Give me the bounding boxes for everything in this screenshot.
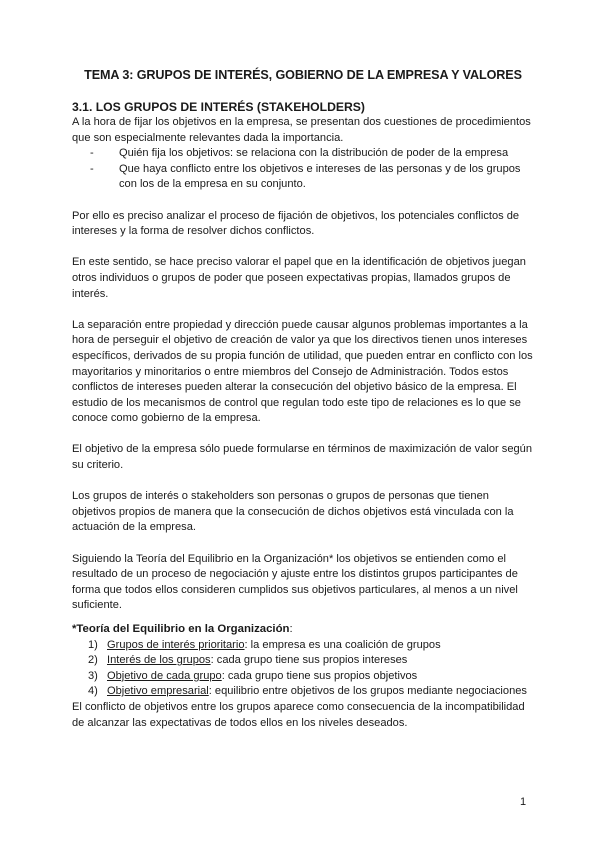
bullet-item: - Que haya conflicto entre los objetivos e intereses de las personas y de los grupos con los de la empresa en su conjunto.	[72, 162, 534, 193]
section-heading: 3.1. LOS GRUPOS DE INTERÉS (STAKEHOLDERS)	[72, 100, 365, 114]
intro-paragraph: A la hora de fijar los objetivos en la empresa, se presentan dos cuestiones de procedimientos que son especialmente relevantes dada la importancia.	[72, 116, 531, 144]
bullet-list	[72, 146, 534, 193]
page-number: 1	[520, 796, 527, 808]
document-body	[72, 115, 534, 731]
body-paragraph: En este sentido, se hace preciso valorar el papel que en la identificación de objetivos juegan otros individuos o grupos de poder que poseen expectativas propias, llamados grupos de interés.	[72, 256, 526, 300]
teoria-item: 2) Interés de los grupos: cada grupo tiene sus propios intereses	[88, 654, 408, 667]
bullet-item: - Quién fija los objetivos: se relaciona con la distribución de poder de la empresa	[72, 146, 534, 162]
body-paragraph: Siguiendo la Teoría del Equilibrio en la Organización* los objetivos se entienden como el resultado de un proceso de negociación y ajuste entre los distintos grupos participantes de forma que todos ellos consideren cumplidos sus objetivos particulares, al menos a un nivel suficiente.	[72, 552, 518, 612]
teoria-item: 3) Objetivo de cada grupo: cada grupo tiene sus propios objetivos	[88, 669, 418, 682]
body-paragraph: El objetivo de la empresa sólo puede formularse en términos de maximización de valor según su criterio.	[72, 443, 533, 472]
body-paragraph: La separación entre propiedad y dirección puede causar algunos problemas importantes a la hora de perseguir el objetivo de creación de valor ya que los directivos tienen unos intereses específicos, derivados de su propia función de utilidad, que pueden entrar en conflicto con los mayoritarios y minoritarios o entre miembros del Consejo de Administración. Todos estos conflictos de intereses pueden alterar la consecución del objetivo básico de la empresa. El estudio de los mecanismos de control que regulan todo este tipo de relaciones es lo que se conoce como gobierno de la empresa.	[72, 318, 533, 425]
body-paragraph: Los grupos de interés o stakeholders son personas o grupos de personas que tienen objetivos propios de manera que la consecución de dichos objetivos está vinculada con la actuación de la empresa.	[72, 490, 514, 534]
teoria-term: Interés de los grupos	[107, 654, 211, 667]
teoria-item: 4) Objetivo empresarial: equilibrio entre objetivos de los grupos mediante negociaciones	[88, 685, 527, 698]
closing-paragraph: El conflicto de objetivos entre los grupos aparece como consecuencia de la incompatibilidad de alcanzar las expectativas de todos ellos en los niveles deseados.	[72, 700, 525, 729]
teoria-heading: *Teoría del Equilibrio en la Organización:	[72, 623, 293, 635]
body-paragraph: Por ello es preciso analizar el proceso de fijación de objetivos, los potenciales conflictos de intereses y la forma de resolver dichos conflictos.	[72, 209, 520, 238]
teoria-term: Objetivo empresarial	[107, 685, 209, 698]
teoria-list	[72, 638, 534, 700]
document-title: TEMA 3: GRUPOS DE INTERÉS, GOBIERNO DE LA EMPRESA Y VALORES	[84, 68, 522, 82]
teoria-item: 1) Grupos de interés prioritario: la empresa es una coalición de grupos	[88, 638, 441, 651]
teoria-term: Objetivo de cada grupo	[107, 669, 222, 682]
teoria-term: Grupos de interés prioritario	[107, 638, 245, 651]
